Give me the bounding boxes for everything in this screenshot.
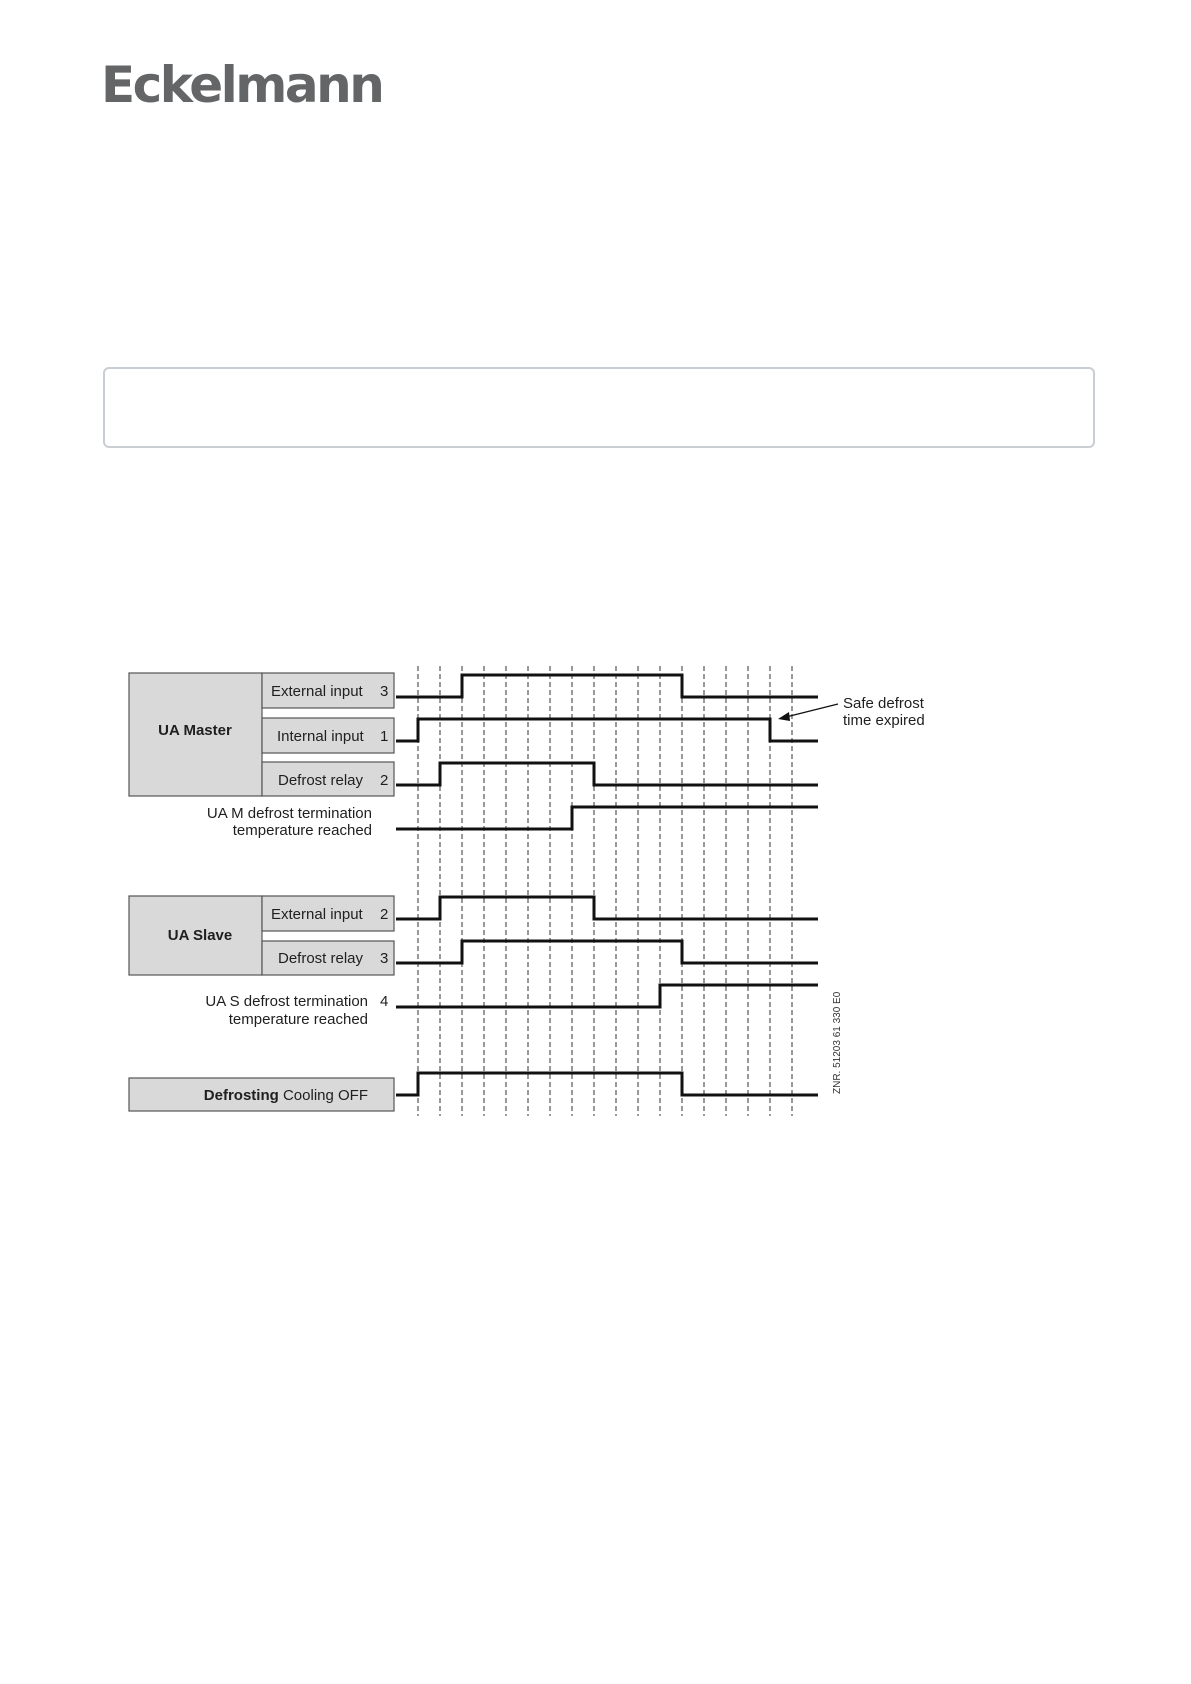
- master-internal-input-number: 1: [380, 728, 389, 745]
- slave-external-input-number: 2: [380, 906, 389, 923]
- ua-slave-label: UA Slave: [167, 927, 233, 944]
- annotation-arrow-line: [786, 704, 838, 717]
- defrosting-label-bold: Defrosting: [203, 1087, 279, 1104]
- figure-id: ZNR. 51203 61 330 E0: [832, 991, 843, 1094]
- time-grid: [418, 666, 792, 1116]
- master-internal-input-label: Internal input: [277, 728, 364, 745]
- annotation-line2: time expired: [843, 712, 925, 729]
- trace-master-defrost-relay: [396, 763, 818, 785]
- master-external-input-label: External input: [271, 683, 363, 700]
- ua-master-label: UA Master: [158, 722, 232, 739]
- slave-defrost-relay-label: Defrost relay: [278, 950, 364, 967]
- trace-slave-external-input: [396, 897, 818, 919]
- master-termination-line2: temperature reached: [232, 822, 372, 839]
- master-termination-line1: UA M defrost termination: [206, 805, 372, 822]
- defrosting-label-rest: Cooling OFF: [278, 1087, 368, 1104]
- ua-master-group: [129, 673, 394, 839]
- ua-slave-group: [129, 896, 394, 1028]
- master-defrost-relay-label: Defrost relay: [278, 772, 364, 789]
- defrosting-group: [129, 1078, 394, 1111]
- trace-master-external-input: [396, 675, 818, 697]
- annotation-line1: Safe defrost: [843, 695, 924, 712]
- trace-master-internal-input: [396, 719, 818, 741]
- slave-defrost-relay-number: 3: [380, 950, 389, 967]
- trace-master-termination: [396, 807, 818, 829]
- trace-defrosting-cooling-off: [396, 1073, 818, 1095]
- slave-termination-line1: UA S defrost termination: [205, 993, 368, 1010]
- slave-external-input-label: External input: [271, 906, 363, 923]
- master-external-input-number: 3: [380, 683, 389, 700]
- master-defrost-relay-number: 2: [380, 772, 389, 789]
- safe-defrost-annotation: [778, 695, 925, 729]
- trace-slave-defrost-relay: [396, 941, 818, 963]
- trace-slave-termination: [396, 985, 818, 1007]
- defrosting-label: [204, 1087, 368, 1104]
- annotation-arrow-head: [778, 712, 790, 721]
- slave-termination-number: 4: [380, 993, 389, 1010]
- signal-traces: [396, 675, 818, 1095]
- slave-termination-line2: temperature reached: [228, 1011, 368, 1028]
- eckelmann-logo: Eckelmann: [101, 56, 383, 114]
